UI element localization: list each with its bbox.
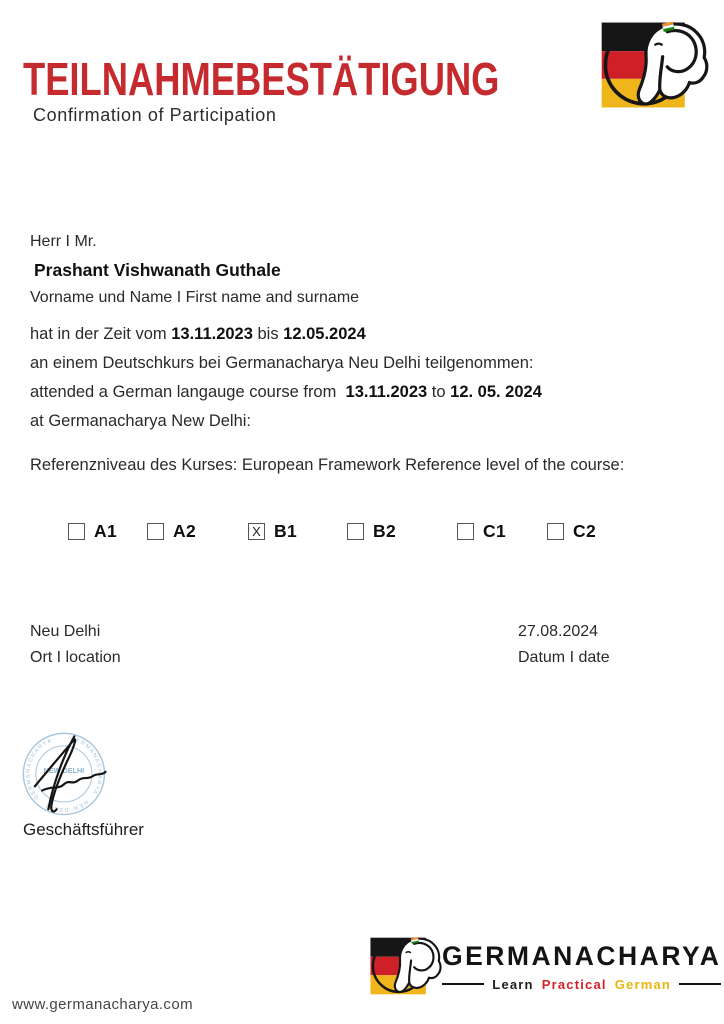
checkbox-c2[interactable] (547, 523, 564, 540)
stamp-center-text: NEW DELHI (43, 765, 85, 775)
participant-name: Prashant Vishwanath Guthale (34, 260, 281, 280)
name-caption: Vorname und Name I First name and surname (30, 289, 360, 306)
level-label-c2: C2 (573, 521, 596, 541)
level-label-a1: A1 (94, 521, 117, 541)
level-label-a2: A2 (173, 521, 196, 541)
date-caption: Datum I date (518, 649, 610, 666)
course-line-en: at Germanacharya New Delhi: (30, 412, 252, 430)
level-option-b1 (248, 521, 297, 542)
page-title: TEILNAHMEBESTÄTIGUNG (23, 53, 500, 105)
salutation: Herr I Mr. (30, 233, 97, 250)
date-block (518, 619, 610, 671)
stamp-and-signature (14, 728, 118, 824)
location-value: Neu Delhi (30, 623, 101, 640)
location-block (30, 619, 121, 671)
checkbox-a1[interactable] (68, 523, 85, 540)
level-label-c1: C1 (483, 521, 506, 541)
date-to-en: 12. 05. 2024 (450, 383, 542, 401)
checkbox-b1[interactable] (248, 523, 265, 540)
date-from-de: 13.11.2023 (171, 325, 253, 343)
tagline-word-practical: Practical (541, 976, 607, 992)
level-caption: Referenzniveau des Kurses: European Framework Reference level of the course: (30, 456, 625, 474)
level-label-b2: B2 (373, 521, 396, 541)
tagline-word-learn: Learn (492, 976, 534, 992)
date-to-de: 12.05.2024 (283, 325, 366, 343)
level-option-a2 (147, 521, 196, 542)
level-option-b2 (347, 521, 396, 542)
checkbox-mark: X (252, 524, 261, 539)
checkbox-a2[interactable] (147, 523, 164, 540)
course-line-de-dates: hat in der Zeit vom 13.11.2023 bis 12.05.2024 (30, 325, 366, 343)
level-option-c1 (457, 521, 506, 542)
checkbox-b2[interactable] (347, 523, 364, 540)
stamp-rim-text: · GERMANACHARYA · NEW DELHI · GERMANACHARYA · (25, 735, 103, 813)
date-from-en: 13.11.2023 (345, 383, 428, 401)
level-label-b1: B1 (274, 521, 297, 541)
brand-tagline (442, 977, 721, 992)
brand-logo-small-icon (368, 932, 448, 1000)
level-checkbox-row (0, 521, 724, 547)
brand-footer (368, 932, 721, 1000)
tagline-rule-right (679, 983, 721, 986)
tagline-rule-left (442, 983, 484, 986)
checkbox-c1[interactable] (457, 523, 474, 540)
tagline-word-german: German (614, 976, 672, 992)
page-subtitle: Confirmation of Participation (33, 105, 277, 125)
level-option-a1 (68, 521, 117, 542)
date-value: 27.08.2024 (518, 623, 599, 640)
brand-text-block (442, 941, 721, 992)
brand-name: GERMANACHARYA (442, 940, 722, 971)
location-caption: Ort I location (30, 649, 121, 666)
course-line-en-dates: attended a German langauge course from 13.11.2023 to 12. 05. 2024 (30, 383, 542, 401)
signatory-title: Geschäftsführer (23, 820, 144, 839)
level-option-c2 (547, 521, 596, 542)
brand-logo-icon (598, 14, 718, 116)
recipient-block (30, 228, 359, 312)
course-paragraph (30, 320, 542, 436)
website-url: www.germanacharya.com (12, 996, 193, 1013)
course-line-de: an einem Deutschkurs bei Germanacharya Neu Delhi teilgenommen: (30, 354, 534, 372)
